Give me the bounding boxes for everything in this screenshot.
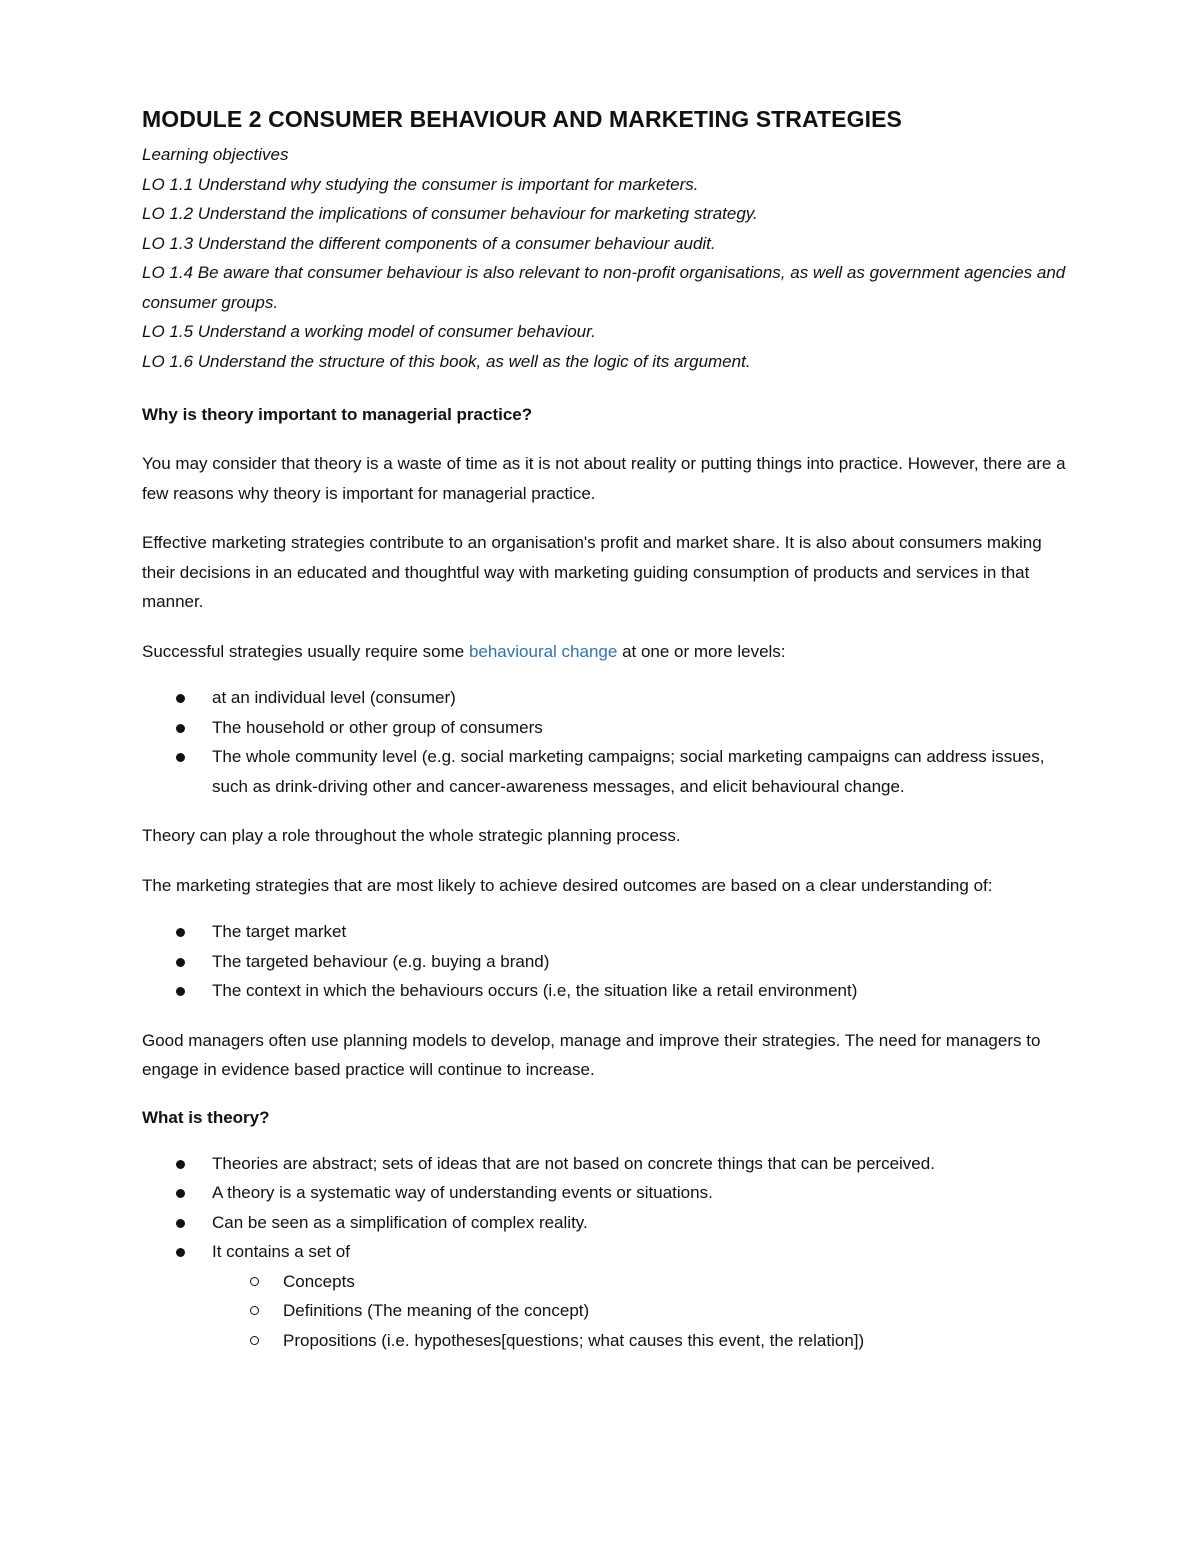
list-item	[142, 742, 1072, 801]
list-item-text: Can be seen as a simplification of complex reality.	[212, 1212, 588, 1232]
paragraph-text: Successful strategies usually require some	[142, 641, 469, 661]
paragraph: Theory can play a role throughout the whole strategic planning process.	[142, 826, 681, 845]
list-item-text: The target market	[212, 922, 347, 941]
sub-list-item	[142, 1326, 1072, 1356]
document-page	[142, 104, 1072, 1355]
sub-list-item-text: Concepts	[283, 1271, 355, 1291]
paragraph: Good managers often use planning models to develop, manage and improve their strategies. The need for managers to engage in evidence based practice will continue to increase.	[142, 1030, 1041, 1079]
list-item	[142, 976, 1072, 1006]
section-heading-theory-importance: Why is theory important to managerial practice?	[142, 405, 533, 424]
list-item-text: The targeted behaviour (e.g. buying a brand)	[212, 951, 550, 971]
learning-objective: LO 1.6 Understand the structure of this book, as well as the logic of its argument.	[142, 351, 751, 371]
learning-objective: LO 1.2 Understand the implications of consumer behaviour for marketing strategy.	[142, 204, 758, 223]
paragraph-with-link	[142, 637, 1072, 667]
list-item-text: The context in which the behaviours occurs (i.e, the situation like a retail environment)	[212, 981, 858, 1000]
bullet-icon	[176, 928, 185, 937]
section-heading-what-is-theory: What is theory?	[142, 1107, 270, 1127]
paragraph: The marketing strategies that are most likely to achieve desired outcomes are based on a clear understanding of:	[142, 875, 993, 895]
list-item-text: Theories are abstract; sets of ideas that are not based on concrete things that can be perceived.	[212, 1153, 935, 1173]
hollow-bullet-icon	[250, 1336, 259, 1345]
learning-objective: LO 1.3 Understand the different components of a consumer behaviour audit.	[142, 233, 716, 253]
list-item	[142, 1208, 1072, 1238]
list-item	[142, 1178, 1072, 1208]
paragraph-text: at one or more levels:	[617, 641, 786, 661]
learning-objective: LO 1.4 Be aware that consumer behaviour is also relevant to non-profit organisations, as well as government agencies and consumer groups.	[142, 263, 1066, 312]
list-item-text: A theory is a systematic way of understanding events or situations.	[212, 1183, 713, 1202]
sub-list-item-text: Definitions (The meaning of the concept)	[283, 1301, 590, 1320]
bullet-icon	[176, 1160, 185, 1169]
sub-list-item-text: Propositions (i.e. hypotheses[questions; what causes this event, the relation])	[283, 1330, 865, 1350]
list-item	[142, 683, 1072, 713]
learning-objective: LO 1.1 Understand why studying the consumer is important for marketers.	[142, 174, 699, 194]
bullet-icon	[176, 958, 185, 967]
paragraph: You may consider that theory is a waste of time as it is not about reality or putting things into practice. However, there are a few reasons why theory is important for managerial practice.	[142, 454, 1066, 503]
bullet-icon	[176, 724, 185, 733]
theory-points-list	[142, 1149, 1072, 1267]
paragraph: Effective marketing strategies contribute to an organisation's profit and market share. It is also about consumers making their decisions in an educated and thoughtful way with marketing guiding consumption of products and services in that manner.	[142, 533, 1042, 611]
hollow-bullet-icon	[250, 1306, 259, 1315]
behavioural-change-link[interactable]: behavioural change	[468, 641, 618, 661]
sub-list-item	[142, 1296, 1072, 1326]
bullet-icon	[176, 1189, 185, 1198]
bullet-icon	[176, 753, 185, 762]
bullet-icon	[176, 1248, 185, 1257]
list-item-text: at an individual level (consumer)	[212, 688, 456, 707]
hollow-bullet-icon	[250, 1277, 259, 1286]
list-item-text: The whole community level (e.g. social marketing campaigns; social marketing campaigns can address issues, such as drink-driving other and cancer-awareness messages, and elicit behavioural change.	[212, 747, 1045, 796]
theory-contents-sublist	[142, 1267, 1072, 1356]
list-item	[142, 947, 1072, 977]
learning-objectives-label: Learning objectives	[142, 145, 289, 164]
document-title: MODULE 2 CONSUMER BEHAVIOUR AND MARKETING STRATEGIES	[142, 106, 902, 132]
list-item	[142, 1149, 1072, 1179]
bullet-icon	[176, 1219, 185, 1228]
understanding-list	[142, 917, 1072, 1006]
learning-objective: LO 1.5 Understand a working model of consumer behaviour.	[142, 322, 596, 341]
list-item-text: The household or other group of consumers	[212, 717, 543, 737]
bullet-icon	[176, 987, 185, 996]
list-item	[142, 1237, 1072, 1267]
sub-list-item	[142, 1267, 1072, 1297]
list-item-text: It contains a set of	[212, 1242, 350, 1261]
list-item	[142, 917, 1072, 947]
list-item	[142, 713, 1072, 743]
learning-objectives	[142, 140, 1072, 376]
behaviour-levels-list	[142, 683, 1072, 801]
bullet-icon	[176, 694, 185, 703]
